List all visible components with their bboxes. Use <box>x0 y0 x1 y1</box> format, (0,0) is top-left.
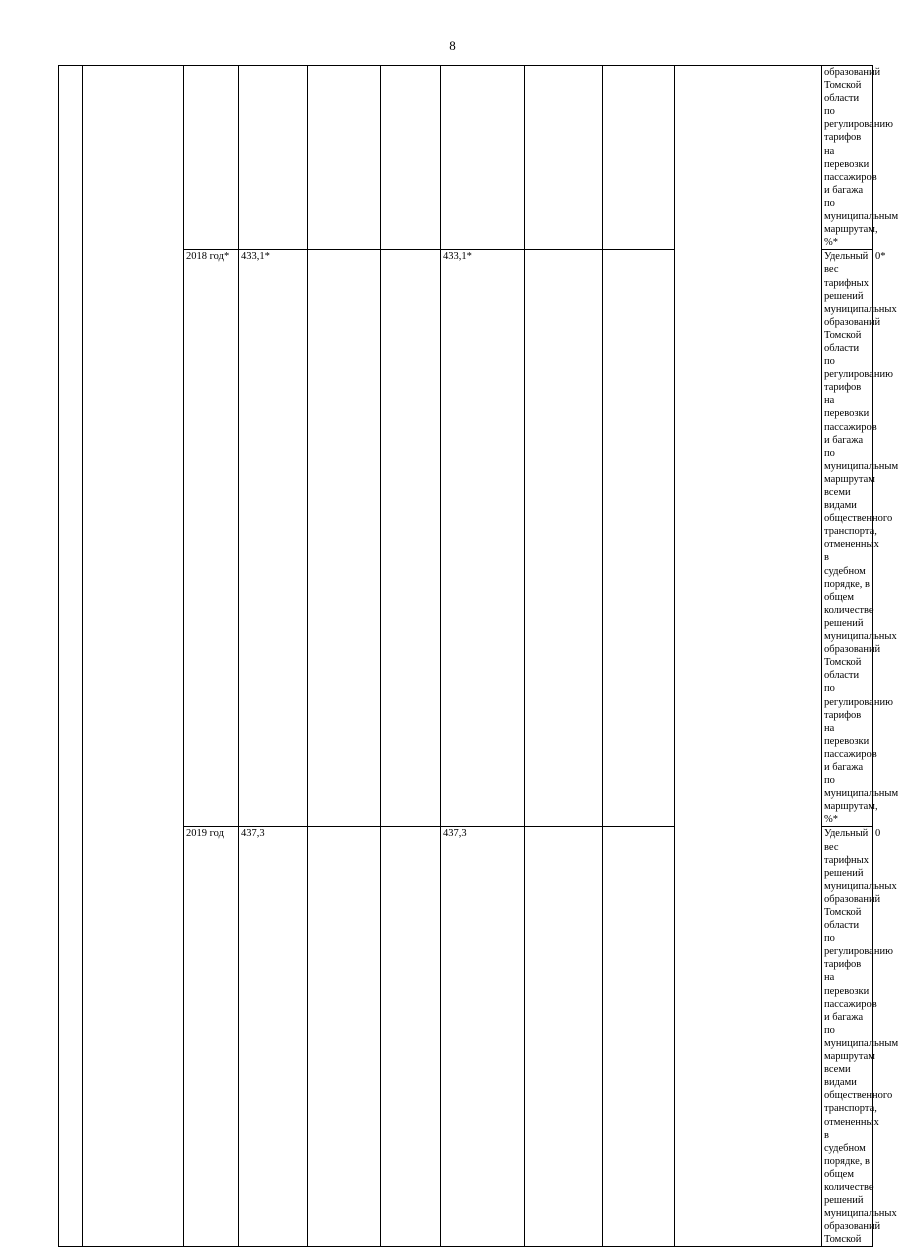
year-cell: 2019 год <box>184 827 239 1247</box>
regional-cell <box>381 66 441 250</box>
other-cell <box>603 827 675 1247</box>
other-cell <box>603 66 675 250</box>
indicator-cell: образований Томской области по регулированию тарифов на перевозки пассажиров и багажа по муниципальным маршрутам, %* <box>822 66 873 250</box>
year-cell <box>184 66 239 250</box>
total-cell <box>239 66 308 250</box>
extra-cell <box>525 66 603 250</box>
local-cell: 433,1* <box>441 250 525 827</box>
table-row <box>59 66 873 250</box>
regional-cell <box>381 827 441 1247</box>
regional-cell <box>381 250 441 827</box>
local-cell: 437,3 <box>441 827 525 1247</box>
data-table <box>58 65 899 1247</box>
federal-cell <box>308 250 381 827</box>
name-cell <box>83 66 184 1247</box>
local-cell <box>441 66 525 250</box>
federal-cell <box>308 66 381 250</box>
extra-cell <box>525 827 603 1247</box>
indicator-cell: Удельный вес тарифных решений муниципальных образований Томской области по регулированию тарифов на перевозки пассажиров и багажа по муниципальным маршрутам всеми видами общественного транспорта, отмененных в судебном порядке, в общем количестве решений муниципальных образований Томской <box>822 827 873 1247</box>
extra-cell <box>525 250 603 827</box>
total-cell: 433,1* <box>239 250 308 827</box>
federal-cell <box>308 827 381 1247</box>
total-cell: 437,3 <box>239 827 308 1247</box>
page-number: 8 <box>449 38 456 53</box>
table-row: 2018 год* 433,1* 433,1* Удельный вес тарифных решений муниципальных образований Томской области по регулированию тарифов на перевозки пассажиров и багажа по муниципальным маршрутам всеми видами общественного транспорта, отмененных в судебном порядке, в общем количестве решений муниципальных образований Томской области по регулированию тарифов на перевозки пассажиров и багажа по муниципальным маршрутам, %* 0* <box>59 250 873 827</box>
indicator-cell: Удельный вес тарифных решений муниципальных образований Томской области по регулированию тарифов на перевозки пассажиров и багажа по муниципальным маршрутам всеми видами общественного транспорта, отмененных в судебном порядке, в общем количестве решений муниципальных образований Томской области по регулированию тарифов на перевозки пассажиров и багажа по муниципальным маршрутам, %* <box>822 250 873 827</box>
year-cell: 2018 год* <box>184 250 239 827</box>
other-cell <box>603 250 675 827</box>
executor-cell <box>675 66 822 1247</box>
number-cell <box>59 66 83 1247</box>
table-row: 2019 год 437,3 437,3 Удельный вес тарифных решений муниципальных образований Томской области по регулированию тарифов на перевозки пассажиров и багажа по муниципальным маршрутам всеми видами общественного транспорта, отмененных в судебном порядке, в общем количестве решений муниципальных образований Томской 0 <box>59 827 873 1247</box>
